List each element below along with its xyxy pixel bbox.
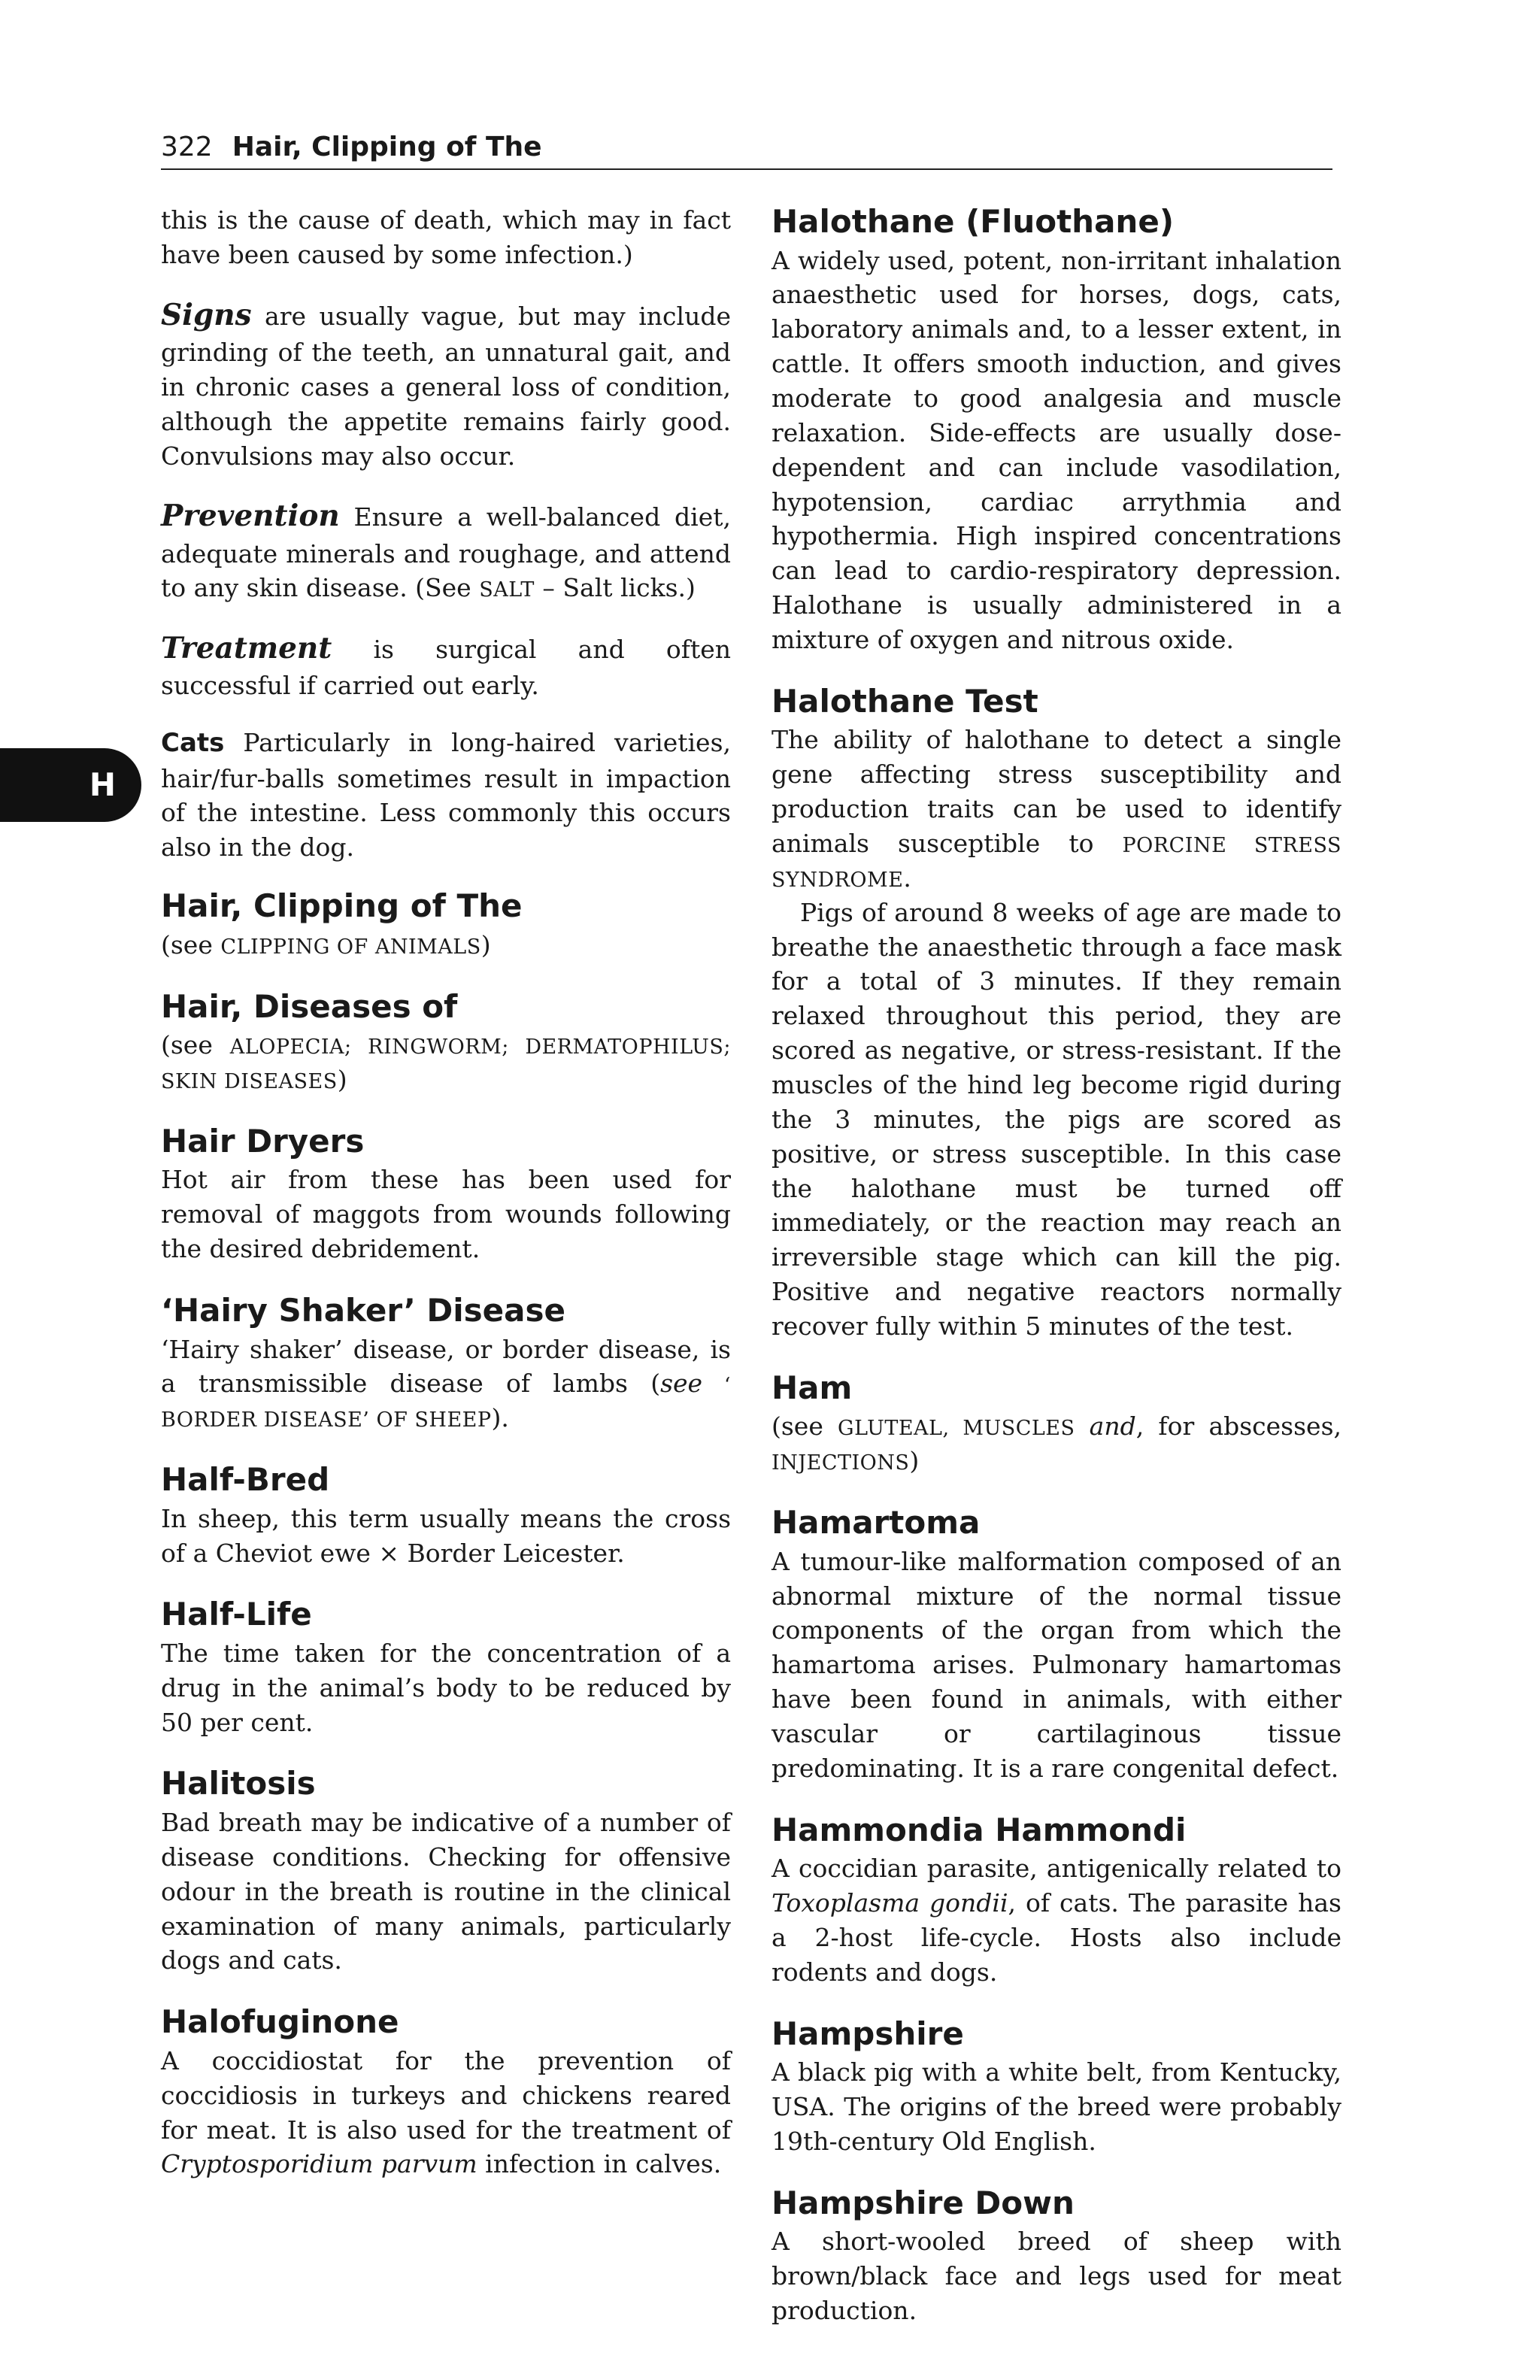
entry-title: Hammondia Hammondi — [772, 1811, 1187, 1848]
running-header — [161, 126, 1332, 170]
page-number: 322 — [161, 132, 213, 162]
entry-half-bred: Half-Bred In sheep, this term usually means the cross of a Cheviot ewe × Border Leicester. — [161, 1461, 731, 1568]
running-title: Hair, Clipping of The — [232, 132, 542, 162]
entry-title: Hampshire Down — [772, 2184, 1075, 2221]
entry-title: Half-Bred — [161, 1461, 330, 1499]
entry-hair-clipping: Hair, Clipping of The (see CLIPPING OF ANIMALS) — [161, 887, 731, 962]
entry-title: Halitosis — [161, 1765, 316, 1802]
entry-half-life: Half-Life The time taken for the concentration of a drug in the animal’s body to be reduced by 50 per cent. — [161, 1596, 731, 1737]
entry-hairy-shaker: ‘Hairy Shaker’ Disease ‘Hairy shaker’ disease, or border disease, is a transmissible disease of lambs (see ‘ BORDER DISEASE’ OF SHEEP). — [161, 1291, 731, 1433]
cross-reference: GLUTEAL, MUSCLES — [838, 1417, 1075, 1441]
entry-title: Half-Life — [161, 1596, 312, 1633]
right-column — [772, 203, 1341, 2354]
entry-title: Ham — [772, 1369, 853, 1406]
entry-title: Halothane Test — [772, 682, 1038, 720]
entry-hammondia: Hammondia Hammondi A coccidian parasite, antigenically related to Toxoplasma gondii, of cats. The parasite has a 2-host life-cycle. Hosts also include rodents and dogs. — [772, 1811, 1341, 1987]
prevention-title: Prevention — [161, 499, 340, 534]
entry-title: ‘Hairy Shaker’ Disease — [161, 1291, 565, 1329]
cats-title: Cats — [161, 728, 225, 759]
entry-hampshire-down: Hampshire Down A short-wooled breed of sheep with brown/black face and legs used for meat production. — [772, 2184, 1341, 2326]
cross-reference: ‘ BORDER DISEASE’ OF SHEEP — [161, 1374, 731, 1433]
entry-title: Hair Dryers — [161, 1122, 365, 1160]
signs-title: Signs — [161, 297, 252, 332]
cross-reference: ALOPECIA; RINGWORM; DERMATOPHILUS; SKIN DISEASES — [161, 1035, 731, 1093]
entry-hamartoma: Hamartoma A tumour-like malformation composed of an abnormal mixture of the normal tissue components of the organ from which the hamartoma arises. Pulmonary hamartomas have been found in animals, with either vascular or cartilaginous tissue predominating. It is a rare congenital defect. — [772, 1504, 1341, 1783]
entry-halothane-test: Halothane Test The ability of halothane to detect a single gene affecting stress susceptibility and production traits can be used to identify animals susceptible to PORCINE STRESS SYNDROME. Pigs of around 8 weeks of age are made to breathe the anaesthetic through a face mask for a total of 3 minutes. If they remain relaxed throughout this period, they are scored as negative, or stress-resistant. If the muscles of the hind leg become rigid during the 3 minutes, the pigs are scored as positive, or stress susceptible. In this case the halothane must be turned off immediately, or the reaction may reach an irreversible stage which can kill the pig. Positive and negative reactors normally recover fully within 5 minutes of the test. — [772, 682, 1341, 1342]
entry-title: Halofuginone — [161, 2003, 399, 2041]
entry-halitosis: Halitosis Bad breath may be indicative of a number of disease conditions. Checking for offensive odour in the breath is routine in the clinical examination of many animals, particularly dogs and cats. — [161, 1765, 731, 1975]
left-column — [161, 203, 731, 2207]
treatment-title: Treatment — [161, 631, 332, 666]
entry-hair-diseases: Hair, Diseases of (see ALOPECIA; RINGWORM; DERMATOPHILUS; SKIN DISEASES) — [161, 987, 731, 1094]
entry-title: Hamartoma — [772, 1504, 981, 1542]
treatment-paragraph: Treatment is surgical and often successful if carried out early. — [161, 631, 731, 701]
prevention-paragraph: Prevention Ensure a well-balanced diet, adequate minerals and roughage, and attend to any skin disease. (See SALT – Salt licks.) — [161, 499, 731, 603]
entry-hair-dryers: Hair Dryers Hot air from these has been used for removal of maggots from wounds following the desired debridement. — [161, 1122, 731, 1264]
entry-halothane: Halothane (Fluothane) A widely used, potent, non-irritant inhalation anaesthetic used for horses, dogs, cats, laboratory animals and, to a lesser extent, in cattle. It offers smooth induction, and gives moderate to good analgesia and muscle relaxation. Side-effects are usually dose-dependent and can include vasodilation, hypotension, cardiac arrythmia and hypothermia. High inspired concentrations can lead to cardio-respiratory depression. Halothane is usually administered in a mixture of oxygen and nitrous oxide. — [772, 203, 1341, 654]
cross-reference: CLIPPING OF ANIMALS — [220, 935, 481, 959]
entry-title: Hair, Clipping of The — [161, 887, 523, 925]
signs-paragraph: Signs are usually vague, but may include grinding of the teeth, an unnatural gait, and in chronic cases a general loss of condition, although the appetite remains fairly good. Convulsions may also occur. — [161, 297, 731, 471]
entry-title: Hair, Diseases of — [161, 987, 458, 1025]
entry-halofuginone: Halofuginone A coccidiostat for the prevention of coccidiosis in turkeys and chickens reared for meat. It is also used for the treatment of Cryptosporidium parvum infection in calves. — [161, 2003, 731, 2179]
cross-reference: SALT — [479, 578, 535, 602]
entry-hampshire: Hampshire A black pig with a white belt, from Kentucky, USA. The origins of the breed were probably 19th-century Old English. — [772, 2015, 1341, 2156]
continuation-text: this is the cause of death, which may in fact have been caused by some infection.) — [161, 205, 731, 269]
cats-paragraph: Cats Particularly in long-haired varieties, hair/fur-balls sometimes result in impaction of the intestine. Less commonly this occurs also in the dog. — [161, 728, 731, 863]
cross-reference: PORCINE STRESS SYNDROME — [772, 833, 1341, 892]
entry-ham: Ham (see GLUTEAL, MUSCLES and, for abscesses, INJECTIONS) — [772, 1369, 1342, 1476]
entry-title: Halothane (Fluothane) — [772, 203, 1175, 240]
thumb-index-tab: H — [0, 748, 141, 822]
entry-title: Hampshire — [772, 2015, 964, 2052]
cross-reference: INJECTIONS — [772, 1451, 910, 1475]
